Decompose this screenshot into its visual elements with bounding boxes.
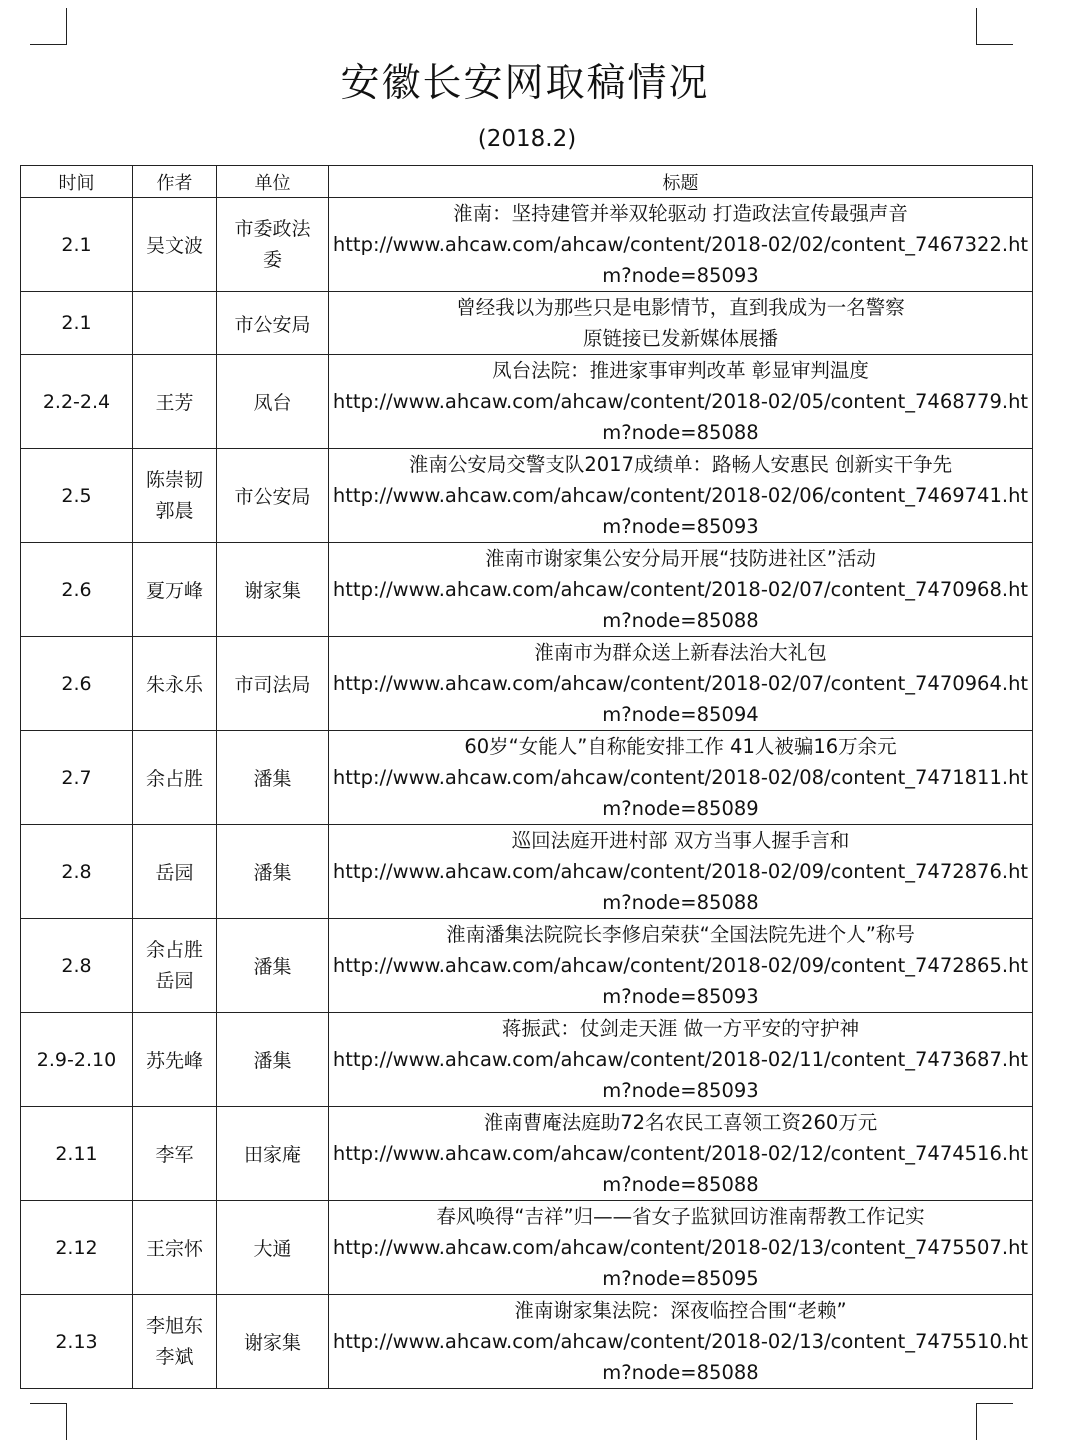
cell-headline	[329, 825, 1033, 919]
cell-author: 余占胜	[133, 731, 217, 825]
cell-headline	[329, 1295, 1033, 1389]
headline-text: 淮南市谢家集公安分局开展“技防进社区”活动	[485, 547, 876, 570]
author-text: 陈崇韧郭晨	[145, 468, 203, 522]
table-row	[21, 825, 1033, 919]
cell-date: 2.1	[21, 198, 133, 292]
cell-headline	[329, 919, 1033, 1013]
article-link[interactable]: http://www.ahcaw.com/ahcaw/content/2018-02/02/content_7467322.htm?node=85093	[332, 233, 1029, 287]
link-note: 原链接已发新媒体展播	[582, 327, 778, 350]
cell-headline	[329, 198, 1033, 292]
cell-author	[133, 292, 217, 355]
crop-mark-bottom-left	[30, 1403, 67, 1440]
cell-author: 夏万峰	[133, 543, 217, 637]
headline-text: 淮南市为群众送上新春法治大礼包	[534, 641, 827, 664]
article-link[interactable]: http://www.ahcaw.com/ahcaw/content/2018-02/11/content_7473687.htm?node=85093	[332, 1048, 1029, 1102]
table-row	[21, 919, 1033, 1013]
table-row	[21, 1201, 1033, 1295]
cell-author	[133, 449, 217, 543]
cell-author: 苏先峰	[133, 1013, 217, 1107]
crop-mark-top-left	[30, 8, 67, 45]
article-link[interactable]: http://www.ahcaw.com/ahcaw/content/2018-02/12/content_7474516.htm?node=85088	[332, 1142, 1029, 1196]
headline-text: 巡回法庭开进村部 双方当事人握手言和	[511, 829, 850, 852]
article-link[interactable]: http://www.ahcaw.com/ahcaw/content/2018-02/09/content_7472865.htm?node=85093	[332, 954, 1029, 1008]
cell-date: 2.9-2.10	[21, 1013, 133, 1107]
cell-headline	[329, 543, 1033, 637]
table-row	[21, 292, 1033, 355]
cell-unit: 市公安局	[217, 292, 329, 355]
cell-unit: 潘集	[217, 919, 329, 1013]
cell-headline	[329, 355, 1033, 449]
submissions-table	[20, 165, 1033, 1389]
headline-text: 淮南潘集法院院长李修启荣获“全国法院先进个人”称号	[446, 923, 915, 946]
header-author: 作者	[133, 166, 217, 198]
cell-headline	[329, 1013, 1033, 1107]
cell-unit: 谢家集	[217, 543, 329, 637]
cell-headline	[329, 1107, 1033, 1201]
headline-text: 曾经我以为那些只是电影情节，直到我成为一名警察	[456, 296, 905, 319]
cell-date: 2.8	[21, 825, 133, 919]
table-row	[21, 1107, 1033, 1201]
article-link[interactable]: http://www.ahcaw.com/ahcaw/content/2018-02/05/content_7468779.htm?node=85088	[332, 390, 1029, 444]
table-row	[21, 1013, 1033, 1107]
cell-author	[133, 919, 217, 1013]
cell-date: 2.7	[21, 731, 133, 825]
cell-headline	[329, 1201, 1033, 1295]
cell-unit: 谢家集	[217, 1295, 329, 1389]
table-row	[21, 543, 1033, 637]
cell-date: 2.6	[21, 543, 133, 637]
cell-unit: 大通	[217, 1201, 329, 1295]
crop-mark-bottom-right	[976, 1403, 1013, 1440]
table-row	[21, 637, 1033, 731]
cell-date: 2.5	[21, 449, 133, 543]
article-link[interactable]: http://www.ahcaw.com/ahcaw/content/2018-02/06/content_7469741.htm?node=85093	[332, 484, 1029, 538]
cell-author: 李军	[133, 1107, 217, 1201]
crop-mark-top-right	[976, 8, 1013, 45]
table-row	[21, 355, 1033, 449]
cell-unit: 田家庵	[217, 1107, 329, 1201]
cell-date: 2.2-2.4	[21, 355, 133, 449]
cell-date: 2.11	[21, 1107, 133, 1201]
article-link[interactable]: http://www.ahcaw.com/ahcaw/content/2018-02/08/content_7471811.htm?node=85089	[332, 766, 1029, 820]
article-link[interactable]: http://www.ahcaw.com/ahcaw/content/2018-02/13/content_7475507.htm?node=85095	[332, 1236, 1029, 1290]
article-link[interactable]: http://www.ahcaw.com/ahcaw/content/2018-02/07/content_7470964.htm?node=85094	[332, 672, 1029, 726]
table-row	[21, 449, 1033, 543]
cell-date: 2.8	[21, 919, 133, 1013]
cell-unit: 市公安局	[217, 449, 329, 543]
cell-date: 2.13	[21, 1295, 133, 1389]
headline-text: 淮南曹庵法庭助72名农民工喜领工资260万元	[483, 1111, 878, 1134]
article-link[interactable]: http://www.ahcaw.com/ahcaw/content/2018-02/07/content_7470968.htm?node=85088	[332, 578, 1029, 632]
table-row	[21, 731, 1033, 825]
cell-date: 2.1	[21, 292, 133, 355]
author-text: 李旭东李斌	[145, 1314, 203, 1368]
header-unit: 单位	[217, 166, 329, 198]
article-link[interactable]: http://www.ahcaw.com/ahcaw/content/2018-02/09/content_7472876.htm?node=85088	[332, 860, 1029, 914]
cell-headline	[329, 292, 1033, 355]
header-headline: 标题	[329, 166, 1033, 198]
cell-unit: 潘集	[217, 1013, 329, 1107]
cell-headline	[329, 637, 1033, 731]
headline-text: 春风唤得“吉祥”归——省女子监狱回访淮南帮教工作记实	[436, 1205, 925, 1228]
cell-date: 2.6	[21, 637, 133, 731]
document-title: 安徽长安网取稿情况	[340, 61, 710, 106]
author-text: 余占胜岳园	[145, 938, 203, 992]
headline-text: 淮南公安局交警支队2017成绩单：路畅人安惠民 创新实干争先	[408, 453, 953, 476]
unit-text: 市委政法委	[234, 217, 311, 271]
cell-author: 朱永乐	[133, 637, 217, 731]
cell-headline	[329, 449, 1033, 543]
cell-author: 王芳	[133, 355, 217, 449]
table-row	[21, 1295, 1033, 1389]
cell-author: 王宗怀	[133, 1201, 217, 1295]
cell-date: 2.12	[21, 1201, 133, 1295]
cell-unit: 凤台	[217, 355, 329, 449]
cell-author: 岳园	[133, 825, 217, 919]
document-subtitle: (2018.2)	[477, 126, 577, 152]
cell-author	[133, 1295, 217, 1389]
headline-text: 淮南：坚持建管并举双轮驱动 打造政法宣传最强声音	[453, 202, 908, 225]
headline-text: 凤台法院：推进家事审判改革 彰显审判温度	[492, 359, 869, 382]
table-row	[21, 198, 1033, 292]
header-date: 时间	[21, 166, 133, 198]
cell-unit: 市司法局	[217, 637, 329, 731]
article-link[interactable]: http://www.ahcaw.com/ahcaw/content/2018-02/13/content_7475510.htm?node=85088	[332, 1330, 1029, 1384]
cell-unit: 潘集	[217, 825, 329, 919]
headline-text: 60岁“女能人”自称能安排工作 41人被骗16万余元	[464, 735, 897, 758]
cell-headline	[329, 731, 1033, 825]
headline-text: 淮南谢家集法院：深夜临控合围“老赖”	[514, 1299, 847, 1322]
cell-unit: 潘集	[217, 731, 329, 825]
table-header-row	[21, 166, 1033, 198]
cell-unit	[217, 198, 329, 292]
headline-text: 蒋振武：仗剑走天涯 做一方平安的守护神	[501, 1017, 860, 1040]
cell-author: 吴文波	[133, 198, 217, 292]
